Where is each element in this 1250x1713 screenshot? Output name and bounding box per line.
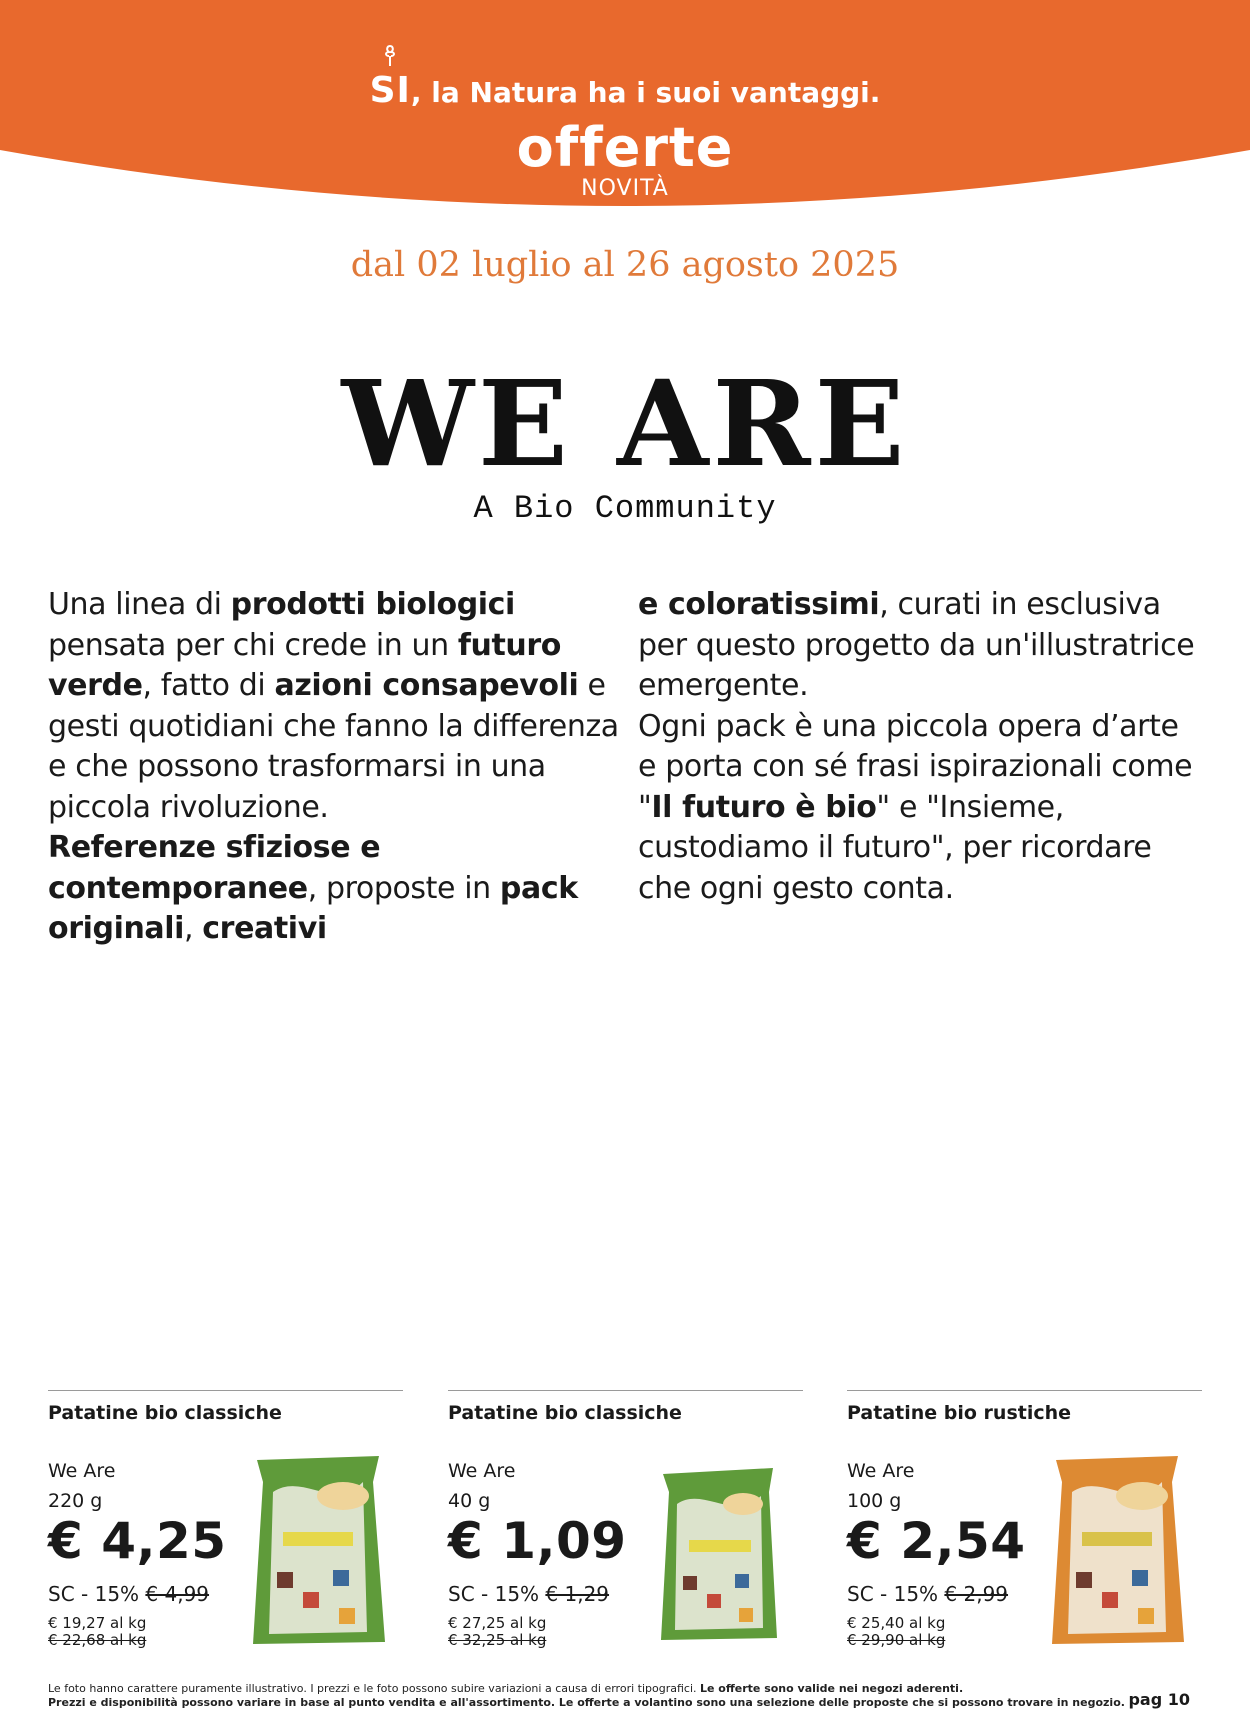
product-card[interactable] bbox=[448, 1390, 803, 1650]
highlight-text: pack originali bbox=[48, 870, 578, 946]
card-divider bbox=[448, 1390, 803, 1391]
product-price: € 2,54 bbox=[847, 1512, 1026, 1570]
product-price: € 4,25 bbox=[48, 1512, 227, 1570]
body-text: " e "Insieme, custodiamo il futuro", per ricordare che ogni gesto conta. bbox=[638, 789, 1152, 906]
old-price: € 4,99 bbox=[145, 1582, 210, 1606]
discount-label: SC - 15% bbox=[48, 1582, 140, 1606]
per-kg-price: € 19,27 al kg bbox=[48, 1614, 147, 1632]
chips-bag-image bbox=[643, 1452, 793, 1648]
old-per-kg-price: € 22,68 al kg bbox=[48, 1631, 147, 1649]
product-discount bbox=[448, 1582, 609, 1606]
card-divider bbox=[48, 1390, 403, 1391]
body-text: Una linea di bbox=[48, 587, 231, 622]
chips-bag-image bbox=[243, 1452, 393, 1648]
product-weight: 40 g bbox=[448, 1490, 491, 1512]
old-per-kg-price: € 29,90 al kg bbox=[847, 1631, 946, 1649]
old-per-kg-price: € 32,25 al kg bbox=[448, 1631, 547, 1649]
brand-tagline: A Bio Community bbox=[473, 490, 777, 527]
product-name: Patatine bio classiche bbox=[448, 1402, 682, 1424]
product-card[interactable] bbox=[48, 1390, 403, 1650]
product-card[interactable] bbox=[847, 1390, 1202, 1650]
highlight-text: creativi bbox=[202, 911, 327, 946]
highlight-text: futuro verde bbox=[48, 627, 561, 703]
card-divider bbox=[847, 1390, 1202, 1391]
footer-disclaimer bbox=[48, 1682, 1198, 1710]
page-number: pag 10 bbox=[1128, 1690, 1190, 1709]
header-banner bbox=[0, 0, 1250, 230]
price-per-kg bbox=[448, 1615, 546, 1649]
old-price: € 1,29 bbox=[545, 1582, 610, 1606]
si-logo-text: SI bbox=[369, 70, 411, 111]
product-name: Patatine bio rustiche bbox=[847, 1402, 1072, 1424]
slogan-text: , la Natura ha i suoi vantaggi. bbox=[410, 76, 881, 109]
disclaimer-text: Le foto hanno carattere puramente illustrativo. I prezzi e le foto possono subire variazioni a causa di errori tipografici. bbox=[48, 1682, 700, 1695]
highlight-text: Il futuro è bio bbox=[651, 789, 877, 825]
disclaimer-bold: Le offerte sono valide nei negozi aderenti. bbox=[700, 1682, 964, 1695]
disclaimer-line-1 bbox=[48, 1682, 1198, 1696]
body-text: pensata per chi crede in un bbox=[48, 627, 458, 663]
product-weight: 220 g bbox=[48, 1490, 103, 1512]
per-kg-price: € 27,25 al kg bbox=[448, 1614, 547, 1632]
flower-logo-icon bbox=[378, 44, 402, 68]
date-range: dal 02 luglio al 26 agosto 2025 bbox=[350, 245, 900, 285]
price-per-kg bbox=[847, 1615, 945, 1649]
product-weight: 100 g bbox=[847, 1490, 902, 1512]
si-logo bbox=[370, 70, 411, 111]
disclaimer-line-2 bbox=[48, 1696, 1198, 1710]
body-text: , bbox=[184, 911, 203, 946]
body-text: , curati in esclusiva per questo progetto da un'illustratrice emergente. bbox=[638, 587, 1195, 703]
body-text: , proposte in bbox=[307, 870, 500, 906]
description-column-right bbox=[638, 585, 1198, 909]
product-brand: We Are bbox=[48, 1460, 116, 1482]
header-slogan bbox=[0, 70, 1250, 111]
product-discount bbox=[847, 1582, 1008, 1606]
highlight-text: azioni consapevoli bbox=[274, 668, 579, 703]
product-brand: We Are bbox=[847, 1460, 915, 1482]
product-price: € 1,09 bbox=[448, 1512, 627, 1570]
body-text: e gesti quotidiani che fanno la differenza e che possono trasformarsi in una piccola rivoluzione. bbox=[48, 668, 619, 825]
old-price: € 2,99 bbox=[944, 1582, 1009, 1606]
novita-subtitle: NOVITÀ bbox=[581, 176, 669, 201]
chips-bag-image bbox=[1042, 1452, 1192, 1648]
product-name: Patatine bio classiche bbox=[48, 1402, 282, 1424]
disclaimer-bold: Prezzi e disponibilità possono variare in base al punto vendita e all'assortimento. Le offerte a volantino sono una selezione delle proposte che si possono trovare in negozio. bbox=[48, 1696, 1125, 1709]
product-discount bbox=[48, 1582, 209, 1606]
body-text: Ogni pack è una piccola opera d’arte e porta con sé frasi ispirazionali come " bbox=[638, 708, 1193, 825]
body-text: , fatto di bbox=[142, 668, 275, 703]
product-brand: We Are bbox=[448, 1460, 516, 1482]
offerte-title: offerte bbox=[516, 116, 734, 179]
discount-label: SC - 15% bbox=[847, 1582, 939, 1606]
brand-logo: WE ARE bbox=[341, 354, 909, 493]
highlight-text: prodotti biologici bbox=[230, 587, 515, 622]
description-column-left bbox=[48, 585, 628, 950]
per-kg-price: € 25,40 al kg bbox=[847, 1614, 946, 1632]
highlight-text: e coloratissimi bbox=[638, 587, 880, 622]
price-per-kg bbox=[48, 1615, 146, 1649]
highlight-text: Referenze sfiziose e contemporanee bbox=[48, 830, 381, 906]
discount-label: SC - 15% bbox=[448, 1582, 540, 1606]
